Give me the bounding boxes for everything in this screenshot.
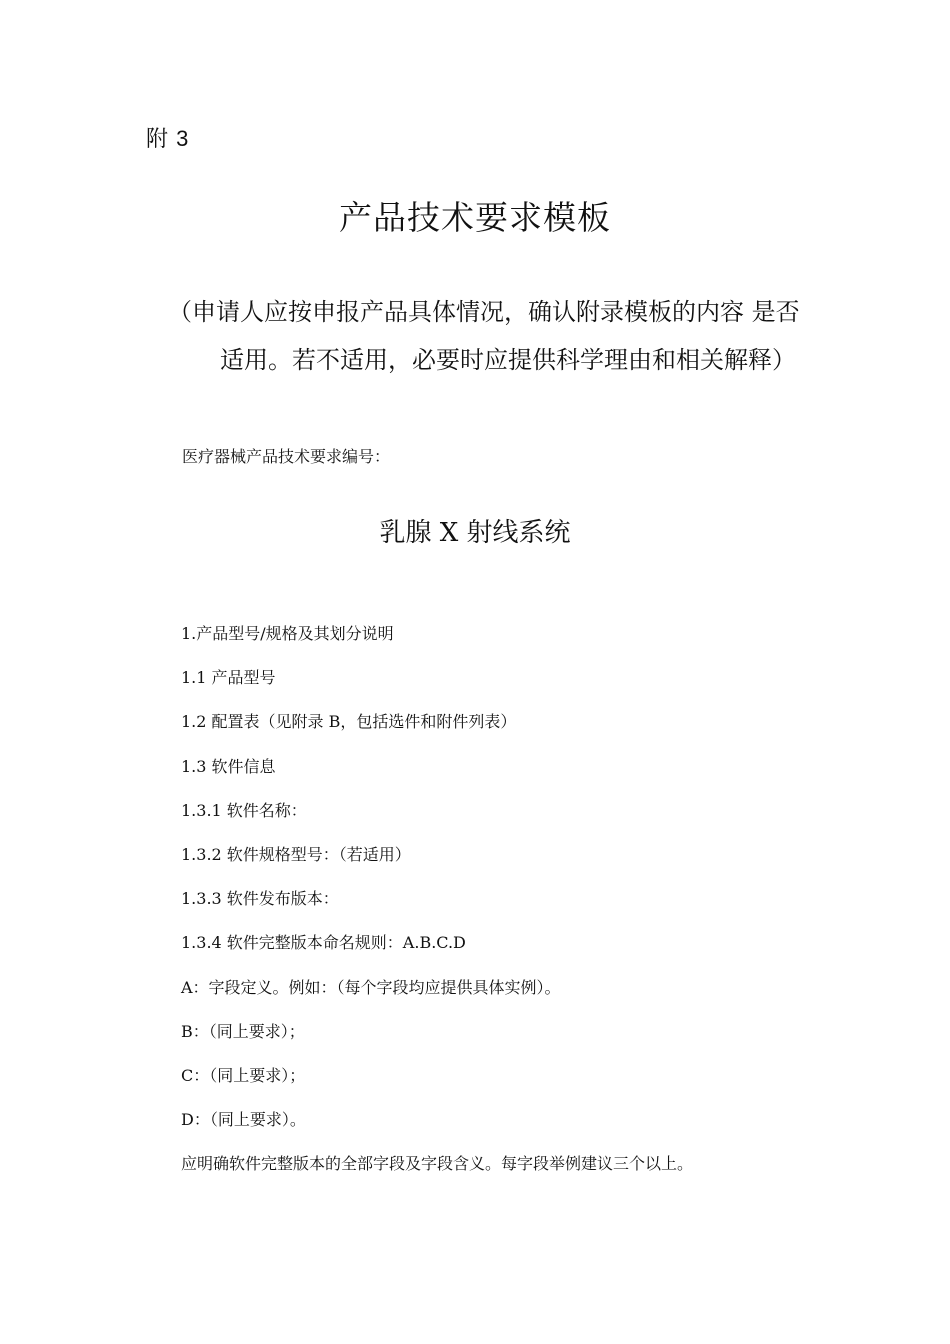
attachment-label: 附 3: [146, 126, 190, 151]
field-d-definition: D：（同上要求）。: [181, 1110, 306, 1130]
field-c-definition: C：（同上要求）；: [181, 1065, 306, 1085]
section-1-3-3-item: 1.3.3 软件发布版本：: [181, 889, 339, 909]
section-1-3-heading: 1.3 软件信息: [181, 756, 276, 776]
section-1-3-2-item: 1.3.2 软件规格型号：（若适用）: [181, 844, 411, 864]
document-title: 产品技术要求模板: [339, 198, 611, 237]
requirement-number-label: 医疗器械产品技术要求编号：: [182, 447, 391, 466]
instruction-line-2: 适用。若不适用，必要时应提供科学理由和相关解释）: [220, 346, 796, 374]
section-1-3-1-item: 1.3.1 软件名称：: [181, 800, 307, 820]
section-1-heading: 1.产品型号/规格及其划分说明: [181, 624, 394, 643]
content-body: [181, 620, 881, 1194]
section-1-1-heading: 1.1 产品型号: [181, 668, 276, 688]
version-field-note: 应明确软件完整版本的全部字段及字段含义。每字段举例建议三个以上。: [181, 1154, 694, 1174]
instruction-line-1: （申请人应按申报产品具体情况，确认附录模板的内容 是否: [168, 298, 800, 326]
field-a-definition: A：字段定义。例如：（每个字段均应提供具体实例）。: [181, 977, 561, 997]
section-1-2-heading: 1.2 配置表（见附录 B，包括选件和附件列表）: [181, 712, 517, 732]
section-1-3-4-item: 1.3.4 软件完整版本命名规则：A.B.C.D: [181, 933, 466, 953]
product-name: 乳腺 X 射线系统: [379, 518, 571, 548]
field-b-definition: B：（同上要求）；: [181, 1021, 305, 1041]
